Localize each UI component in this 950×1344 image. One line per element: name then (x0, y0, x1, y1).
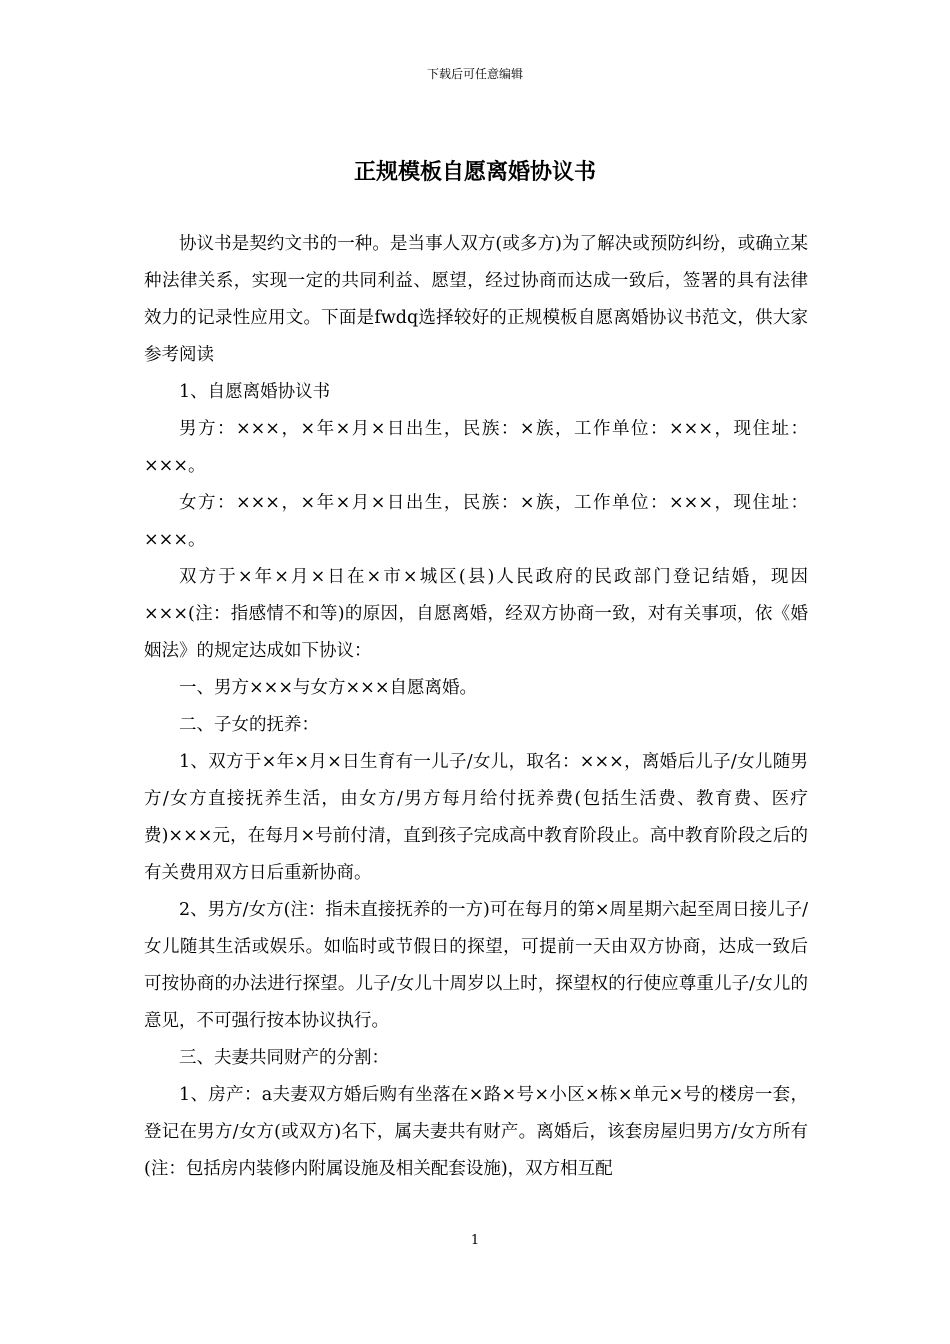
paragraph-visitation: 2、男方/女方(注：指未直接抚养的一方)可在每月的第×周星期六起至周日接儿子/女儿随其生活或娱乐。如临时或节假日的探望，可提前一天由双方协商，达成一致后可按协商的办法进行探望。儿子/女儿十周岁以上时，探望权的行使应尊重儿子/女儿的意见，不可强行按本协议执行。 (144, 900, 808, 1031)
paragraph-section-heading: 1、自愿离婚协议书 (179, 382, 331, 402)
paragraph-female-party: 女方：×××，×年×月×日出生，民族：×族，工作单位：×××，现住址：×××。 (144, 493, 808, 550)
paragraph-property: 1、房产：a夫妻双方婚后购有坐落在×路×号×小区×栋×单元×号的楼房一套，登记在男方/女方(或双方)名下，属夫妻共有财产。离婚后，该套房屋归男方/女方所有(注：包括房内装修内附属设施及相关配套设施)，双方相互配 (144, 1085, 808, 1179)
document-body (144, 226, 808, 1188)
paragraph-clause-3-heading: 三、夫妻共同财产的分割： (179, 1048, 389, 1068)
page-number: 1 (470, 1233, 480, 1248)
document-title: 正规模板自愿离婚协议书 (353, 159, 596, 185)
paragraph-clause-2-heading: 二、子女的抚养： (179, 715, 319, 735)
paragraph-child-support: 1、双方于×年×月×日生育有一儿子/女儿，取名：×××，离婚后儿子/女儿随男方/女方直接抚养生活，由女方/男方每月给付抚养费(包括生活费、教育费、医疗费)×××元，在每月×号前付清，直到孩子完成高中教育阶段止。高中教育阶段之后的有关费用双方日后重新协商。 (144, 752, 808, 883)
paragraph-marriage-registration: 双方于×年×月×日在×市×城区(县)人民政府的民政部门登记结婚，现因×××(注：指感情不和等)的原因，自愿离婚，经双方协商一致，对有关事项，依《婚姻法》的规定达成如下协议： (144, 567, 808, 661)
paragraph-intro: 协议书是契约文书的一种。是当事人双方(或多方)为了解决或预防纠纷，或确立某种法律关系，实现一定的共同利益、愿望，经过协商而达成一致后，签署的具有法律效力的记录性应用文。下面是fwdq选择较好的正规模板自愿离婚协议书范文，供大家参考阅读 (144, 234, 808, 365)
paragraph-clause-1: 一、男方×××与女方×××自愿离婚。 (179, 678, 477, 698)
page-header: 下载后可任意编辑 (426, 67, 523, 81)
paragraph-male-party: 男方：×××，×年×月×日出生，民族：×族，工作单位：×××，现住址：×××。 (144, 419, 808, 476)
